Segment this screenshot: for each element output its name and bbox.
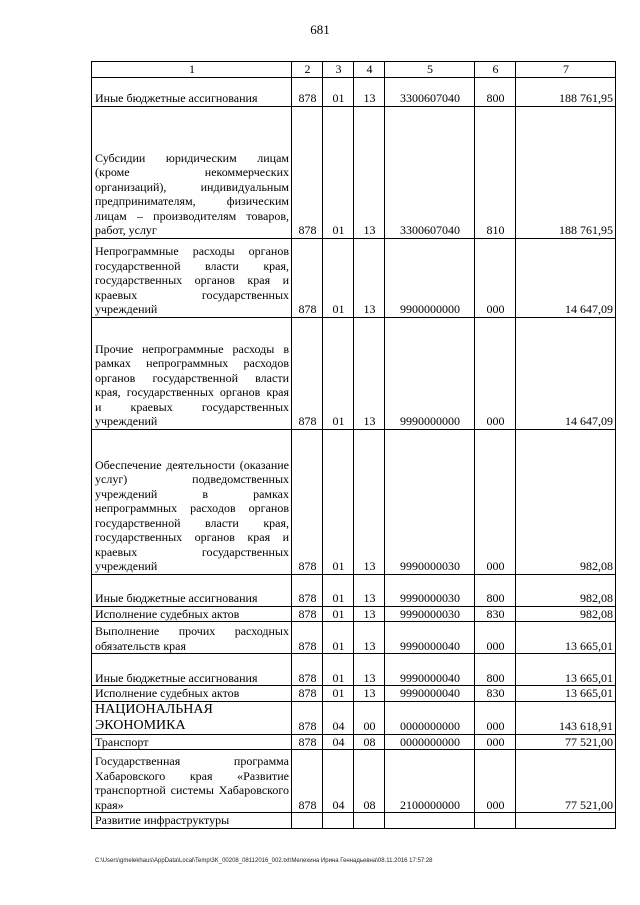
code-cell: 9990000040 — [385, 622, 475, 654]
amount-cell: 14 647,09 — [516, 317, 616, 429]
code-cell: 04 — [323, 701, 354, 734]
amount-cell: 77 521,00 — [516, 750, 616, 813]
row-label: Исполнение судебных актов — [92, 606, 292, 622]
code-cell: 000 — [475, 750, 516, 813]
row-label: Развитие инфраструктуры — [92, 813, 292, 829]
amount-cell — [516, 813, 616, 829]
amount-cell: 188 761,95 — [516, 106, 616, 238]
row-label: НАЦИОНАЛЬНАЯ ЭКОНОМИКА — [92, 701, 292, 734]
table-row — [92, 813, 616, 829]
code-cell: 13 — [354, 317, 385, 429]
code-cell: 878 — [292, 686, 323, 702]
code-cell: 13 — [354, 429, 385, 574]
row-label: Прочие непрограммные расходы в рамках непрограммных расходов органов государственной власти края, государственных органов края и краевых государственных учреждений — [92, 317, 292, 429]
budget-table — [91, 61, 616, 829]
code-cell: 13 — [354, 106, 385, 238]
table-row — [92, 606, 616, 622]
code-cell: 800 — [475, 654, 516, 686]
code-cell: 08 — [354, 750, 385, 813]
code-cell: 878 — [292, 317, 323, 429]
code-cell: 878 — [292, 106, 323, 238]
code-cell: 04 — [323, 750, 354, 813]
amount-cell: 77 521,00 — [516, 734, 616, 750]
code-cell: 000 — [475, 317, 516, 429]
table-row — [92, 429, 616, 574]
code-cell: 13 — [354, 606, 385, 622]
code-cell: 000 — [475, 701, 516, 734]
code-cell: 878 — [292, 654, 323, 686]
code-cell: 01 — [323, 686, 354, 702]
code-cell: 000 — [475, 429, 516, 574]
amount-cell: 13 665,01 — [516, 686, 616, 702]
code-cell: 878 — [292, 734, 323, 750]
amount-cell: 14 647,09 — [516, 238, 616, 317]
code-cell: 01 — [323, 238, 354, 317]
row-label: Непрограммные расходы органов государственной власти края, государственных органов края и краевых государственных учреждений — [92, 238, 292, 317]
code-cell: 13 — [354, 77, 385, 106]
row-label: Иные бюджетные ассигнования — [92, 574, 292, 606]
code-cell: 3300607040 — [385, 77, 475, 106]
code-cell: 01 — [323, 77, 354, 106]
code-cell: 2100000000 — [385, 750, 475, 813]
page-number: 681 — [310, 22, 330, 37]
code-cell — [354, 813, 385, 829]
column-header: 4 — [354, 62, 385, 78]
row-label: Иные бюджетные ассигнования — [92, 654, 292, 686]
table-header-row — [92, 62, 616, 78]
code-cell: 800 — [475, 574, 516, 606]
amount-cell: 13 665,01 — [516, 654, 616, 686]
code-cell: 878 — [292, 622, 323, 654]
code-cell: 878 — [292, 238, 323, 317]
code-cell: 01 — [323, 622, 354, 654]
code-cell: 01 — [323, 606, 354, 622]
table-row — [92, 654, 616, 686]
code-cell: 08 — [354, 734, 385, 750]
code-cell: 830 — [475, 606, 516, 622]
code-cell: 9990000030 — [385, 606, 475, 622]
code-cell: 3300607040 — [385, 106, 475, 238]
code-cell: 9990000030 — [385, 429, 475, 574]
code-cell: 13 — [354, 686, 385, 702]
code-cell: 878 — [292, 429, 323, 574]
code-cell: 01 — [323, 574, 354, 606]
code-cell: 000 — [475, 734, 516, 750]
table-row — [92, 734, 616, 750]
code-cell: 000 — [475, 622, 516, 654]
table-row — [92, 77, 616, 106]
table-row — [92, 106, 616, 238]
code-cell: 9990000000 — [385, 317, 475, 429]
code-cell: 000 — [475, 238, 516, 317]
amount-cell: 13 665,01 — [516, 622, 616, 654]
code-cell: 0000000000 — [385, 701, 475, 734]
code-cell: 810 — [475, 106, 516, 238]
code-cell: 01 — [323, 654, 354, 686]
code-cell: 9900000000 — [385, 238, 475, 317]
code-cell: 13 — [354, 654, 385, 686]
amount-cell: 982,08 — [516, 574, 616, 606]
code-cell: 878 — [292, 701, 323, 734]
code-cell: 9990000040 — [385, 654, 475, 686]
code-cell: 0000000000 — [385, 734, 475, 750]
table-row — [92, 750, 616, 813]
row-label: Выполнение прочих расходных обязательств края — [92, 622, 292, 654]
table-row — [92, 238, 616, 317]
code-cell — [385, 813, 475, 829]
code-cell: 01 — [323, 429, 354, 574]
column-header: 5 — [385, 62, 475, 78]
row-label: Субсидии юридическим лицам (кроме некоммерческих организаций), индивидуальным предпринимателям, физическим лицам – производителям товаров, работ, услуг — [92, 106, 292, 238]
table-row — [92, 622, 616, 654]
code-cell — [475, 813, 516, 829]
amount-cell: 982,08 — [516, 606, 616, 622]
file-path-footer: C:\Users\gmelekhaus\AppData\Local\Temp\3K_00208_08112016_002.txt\Мелехина Ирина Геннадьевна\08.11.2016 17:57:28 — [95, 858, 433, 864]
row-label: Обеспечение деятельности (оказание услуг) подведомственных учреждений в рамках непрограммных расходов органов государственной власти края, государственных органов края и краевых государственных учреждений — [92, 429, 292, 574]
column-header: 6 — [475, 62, 516, 78]
amount-cell: 982,08 — [516, 429, 616, 574]
column-header: 1 — [92, 62, 292, 78]
amount-cell: 188 761,95 — [516, 77, 616, 106]
code-cell — [292, 813, 323, 829]
column-header: 3 — [323, 62, 354, 78]
code-cell: 878 — [292, 750, 323, 813]
code-cell: 9990000030 — [385, 574, 475, 606]
table-row — [92, 686, 616, 702]
row-label: Исполнение судебных актов — [92, 686, 292, 702]
code-cell: 00 — [354, 701, 385, 734]
code-cell: 878 — [292, 606, 323, 622]
code-cell — [323, 813, 354, 829]
amount-cell: 143 618,91 — [516, 701, 616, 734]
code-cell: 01 — [323, 106, 354, 238]
table-row — [92, 317, 616, 429]
code-cell: 13 — [354, 574, 385, 606]
column-header: 2 — [292, 62, 323, 78]
row-label: Государственная программа Хабаровского края «Развитие транспортной системы Хабаровского края» — [92, 750, 292, 813]
code-cell: 830 — [475, 686, 516, 702]
code-cell: 04 — [323, 734, 354, 750]
code-cell: 9990000040 — [385, 686, 475, 702]
table-row — [92, 701, 616, 734]
code-cell: 13 — [354, 238, 385, 317]
code-cell: 800 — [475, 77, 516, 106]
table-body — [92, 77, 616, 828]
row-label: Иные бюджетные ассигнования — [92, 77, 292, 106]
code-cell: 878 — [292, 77, 323, 106]
code-cell: 01 — [323, 317, 354, 429]
code-cell: 13 — [354, 622, 385, 654]
row-label: Транспорт — [92, 734, 292, 750]
column-header: 7 — [516, 62, 616, 78]
code-cell: 878 — [292, 574, 323, 606]
table-row — [92, 574, 616, 606]
